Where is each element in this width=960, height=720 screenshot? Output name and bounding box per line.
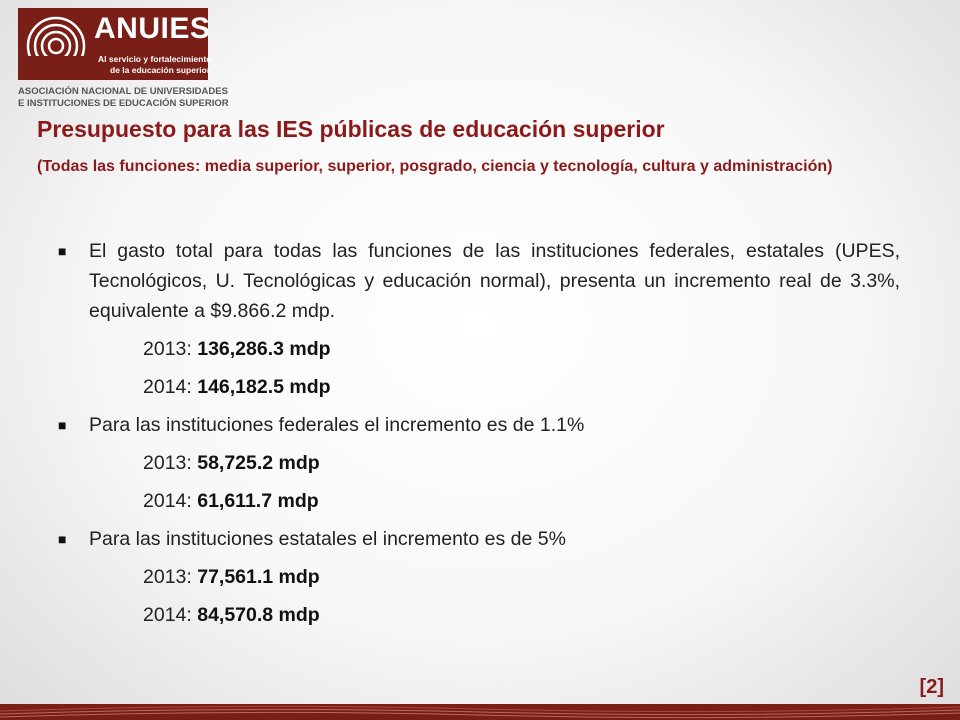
budget-row — [143, 372, 900, 402]
footer-bar — [0, 704, 960, 720]
bullet-item — [58, 236, 900, 326]
budget-year: 2013: — [143, 452, 192, 474]
anuies-logo — [18, 8, 212, 80]
budget-row — [143, 448, 900, 478]
org-name-line-1: ASOCIACIÓN NACIONAL DE UNIVERSIDADES — [18, 86, 228, 97]
logo-name: ANUIES — [94, 12, 211, 45]
org-name-line-2: E INSTITUCIONES DE EDUCACIÓN SUPERIOR — [18, 98, 229, 109]
budget-year: 2013: — [143, 338, 192, 360]
logo-tagline-1: Al servicio y fortalecimiento — [98, 54, 212, 64]
budget-row — [143, 334, 900, 364]
logo-tagline-2: de la educación superior — [110, 65, 211, 75]
anuies-emblem-icon — [24, 12, 88, 76]
budget-amount: 58,725.2 mdp — [197, 452, 320, 474]
slide-subtitle: (Todas las funciones: media superior, superior, posgrado, ciencia y tecnología, cultura y administración) — [37, 158, 833, 175]
budget-amount: 146,182.5 mdp — [197, 376, 331, 398]
budget-amount: 84,570.8 mdp — [197, 604, 320, 626]
budget-row — [143, 486, 900, 516]
budget-amount: 136,286.3 mdp — [197, 338, 331, 360]
budget-year: 2014: — [143, 604, 192, 626]
square-bullet-icon: ■ — [58, 531, 67, 547]
budget-row — [143, 600, 900, 630]
budget-year: 2014: — [143, 376, 192, 398]
bullet-item — [58, 410, 900, 440]
budget-year: 2013: — [143, 566, 192, 588]
square-bullet-icon: ■ — [58, 417, 67, 433]
square-bullet-icon: ■ — [58, 243, 67, 259]
budget-year: 2014: — [143, 490, 192, 512]
bullet-text: Para las instituciones estatales el incremento es de 5% — [89, 528, 566, 550]
footer-wave-decoration — [0, 704, 960, 720]
bullet-item — [58, 524, 900, 554]
budget-row — [143, 562, 900, 592]
page-number: [2] — [919, 676, 944, 698]
budget-amount: 77,561.1 mdp — [197, 566, 320, 588]
bullet-text: Para las instituciones federales el incremento es de 1.1% — [89, 414, 585, 436]
slide-content — [58, 236, 900, 630]
slide-title: Presupuesto para las IES públicas de educación superior — [37, 116, 665, 142]
bullet-text: El gasto total para todas las funciones de las instituciones federales, estatales (UPES, Tecnológicos, U. Tecnológicas y educación normal), presenta un incremento real de 3.3%, equivalente a $9.866.2 mdp. — [89, 240, 900, 322]
budget-amount: 61,611.7 mdp — [197, 490, 319, 512]
